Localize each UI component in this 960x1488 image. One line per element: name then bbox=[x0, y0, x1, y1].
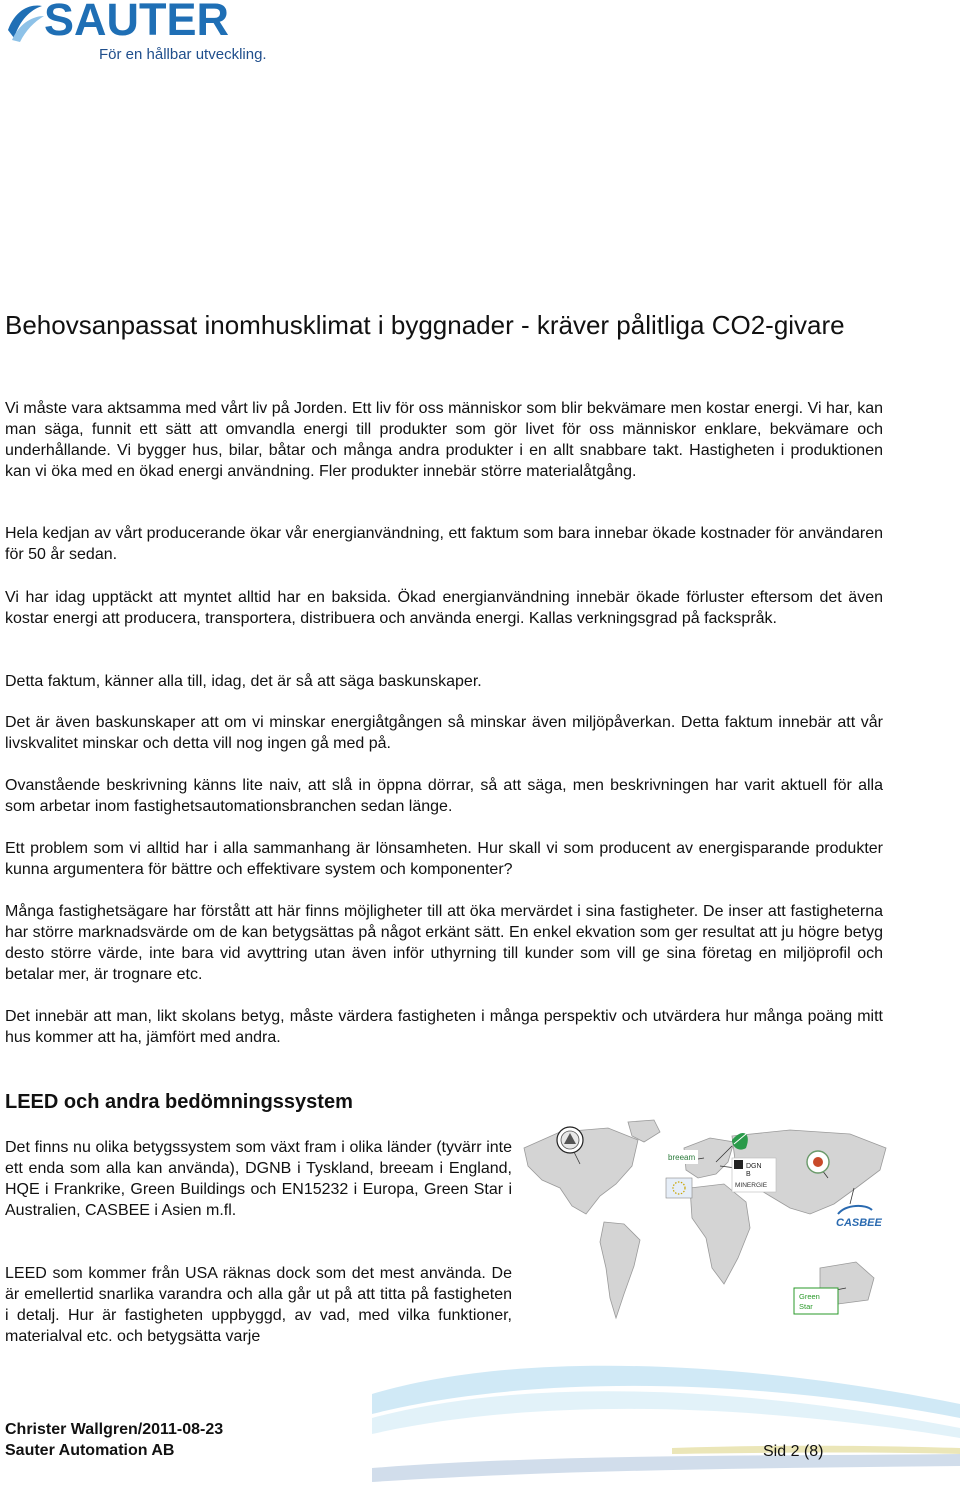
paragraph-9: Det innebär att man, likt skolans betyg, måste värdera fastigheten i många perspektiv och utvärdera hur många poäng mitt hus kommer att ha, jämfört med andra. bbox=[5, 1008, 883, 1046]
paragraph-6: Ovanstående beskrivning känns lite naiv, att slå in öppna dörrar, så att säga, men beskrivningen har varit aktuell för alla som arbetar inom fastighetsautomationsbranchen sedan länge. bbox=[5, 777, 883, 815]
paragraph-5: Det är även baskunskaper att om vi minskar energiåtgången så minskar även miljöpåverkan. Detta faktum innebär att vår livskvalitet minskar och detta vill nog ingen gå med på. bbox=[5, 714, 883, 752]
dgnb-minergie-logo bbox=[732, 1158, 776, 1192]
section-paragraph-1: Det finns nu olika betygssystem som växt fram i olika länder (tyvärr inte ett enda som alla kan använda), DGNB i Tyskland, breeam i England, HQE i Frankrike, Green Buildings och EN15232 i Europa, Green Star i Australien, CASBEE i Asien m.fl. bbox=[5, 1139, 512, 1219]
green-star-label-1: Green bbox=[799, 1292, 820, 1301]
paragraph-7: Ett problem som vi alltid har i alla sammanhang är lönsamheten. Hur skall vi som producent av energisparande produkter kunna argumentera för bättre och effektivare system och komponenter? bbox=[5, 840, 883, 878]
green-star-logo bbox=[794, 1288, 838, 1314]
dgnb-label-1: DGN bbox=[746, 1163, 762, 1170]
casbee-emblem-logo bbox=[807, 1151, 829, 1173]
paragraph-3: Vi har idag upptäckt att myntet alltid har en baksida. Ökad energianvändning innebär ökade förluster eftersom det även kostar energi att producera, transportera, distribuera och använda energi. Kallas verkningsgrad på fackspråk. bbox=[5, 589, 883, 627]
breeam-label: breeam bbox=[668, 1153, 696, 1162]
leed-logo bbox=[557, 1127, 583, 1153]
breeam-logo bbox=[666, 1150, 698, 1164]
green-star-label-2: Star bbox=[799, 1302, 813, 1311]
map-south-america bbox=[600, 1222, 640, 1318]
casbee-label: CASBEE bbox=[836, 1217, 882, 1229]
logo-wordmark: SAUTER bbox=[44, 0, 230, 45]
page-number: Sid 2 (8) bbox=[763, 1443, 824, 1460]
sauter-logo bbox=[6, 0, 276, 68]
section-heading: LEED och andra bedömningssystem bbox=[5, 1091, 353, 1113]
footer-wave-decoration bbox=[372, 1358, 960, 1488]
logo-tagline: För en hållbar utveckling. bbox=[99, 46, 267, 63]
sauter-wave-icon bbox=[6, 0, 46, 44]
footer-author: Christer Wallgren/2011-08-23 bbox=[5, 1421, 224, 1438]
footer-company: Sauter Automation AB bbox=[5, 1442, 175, 1459]
paragraph-4: Detta faktum, känner alla till, idag, det är så att säga baskunskaper. bbox=[5, 673, 482, 690]
certification-world-map bbox=[520, 1118, 898, 1344]
casbee-logo bbox=[836, 1206, 883, 1229]
paragraph-2: Hela kedjan av vårt producerande ökar vår energianvändning, ett faktum som bara innebar ökade kostnader för användaren för 50 år sedan. bbox=[5, 525, 883, 563]
paragraph-8: Många fastighetsägare har förstått att här finns möjligheter till att öka mervärdet i sina fastigheter. De inser att fastigheterna har större marknadsvärde om de kan betygsättas på något erkänt sätt. En enkel ekvation som ger resultat att ju högre betyg desto större värde, inte bara vid avyttring utan även inför uthyrning till kunder som vill ge sina företag en miljöprofil och betalar mer, är trognare etc. bbox=[5, 903, 883, 983]
minergie-label: MINERGIE bbox=[735, 1182, 768, 1189]
section-paragraph-2: LEED som kommer från USA räknas dock som det mest använda. De är emellertid snarlika varandra och alla går ut på att titta på fastigheten i detalj. Hur är fastigheten uppbyggd, av vad, med vilka funktioner, materialval etc. och betygsätta varje bbox=[5, 1265, 512, 1345]
paragraph-1: Vi måste vara aktsamma med vårt liv på Jorden. Ett liv för oss människor som blir bekvämare men kostar energi. Vi har, kan man säga, funnit ett sätt att omvandla energi till produkter som gör livet för oss människor enklare, bekvämare och underhållande. Vi bygger hus, bilar, båtar och många andra produkter i en allt snabbare takt. Hastigheten i produktionen kan vi öka med en ökad energi användning. Fler produkter innebär större materialåtgång. bbox=[5, 400, 883, 480]
green-building-logo bbox=[666, 1178, 692, 1198]
map-africa bbox=[690, 1184, 750, 1284]
dgnb-label-2: B bbox=[746, 1171, 751, 1178]
page-title: Behovsanpassat inomhusklimat i byggnader - kräver pålitliga CO2-givare bbox=[5, 310, 845, 340]
